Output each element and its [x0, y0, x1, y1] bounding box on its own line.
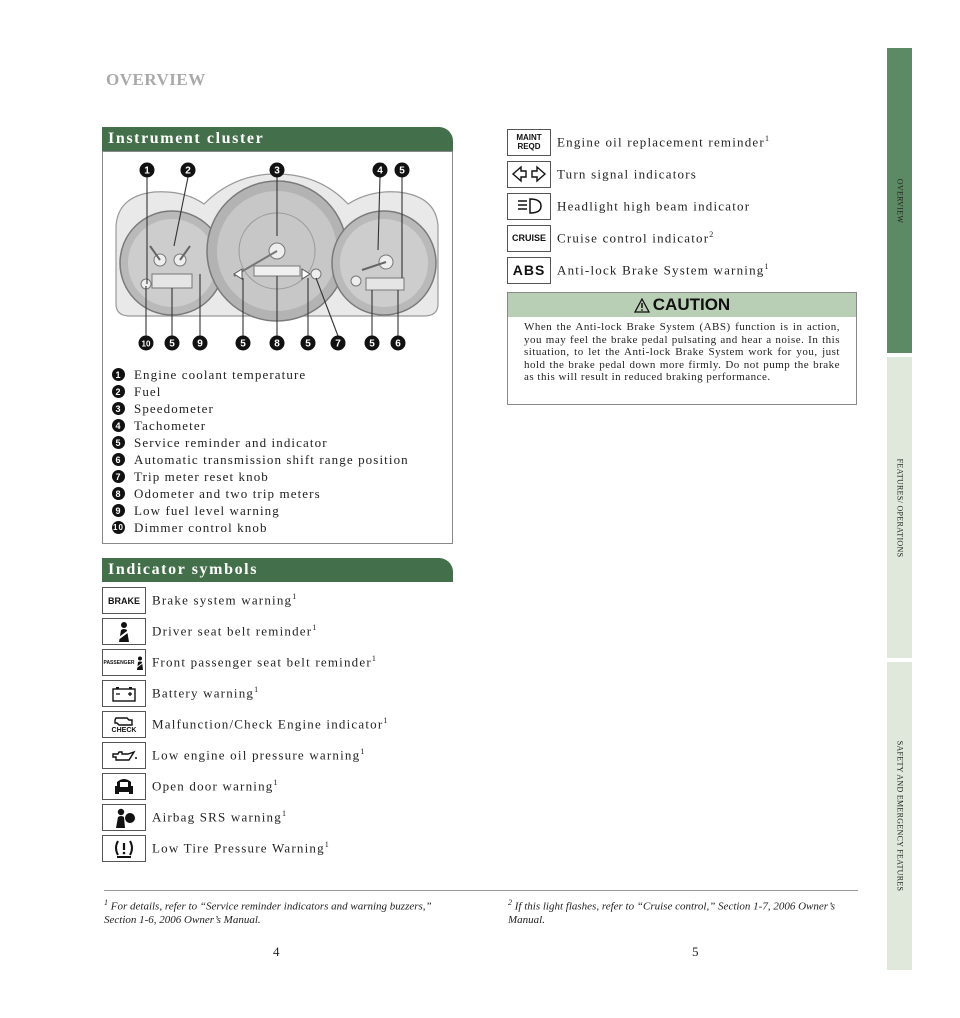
svg-text:5: 5: [169, 338, 175, 350]
right-symbols-list: [507, 126, 769, 286]
symbol-row: [507, 158, 769, 190]
right-gauge: [332, 211, 436, 315]
symbol-label: Anti-lock Brake System warning$^1$: [557, 261, 769, 278]
callout-bottom-5: [365, 336, 380, 351]
legend-number: 8: [112, 487, 125, 500]
svg-text:3: 3: [274, 165, 280, 177]
symbol-label: Driver seat belt reminder$^1$: [152, 623, 317, 639]
legend-number: 6: [112, 453, 125, 466]
caution-title: CAUTION: [652, 295, 731, 314]
high-beam-icon: [507, 193, 551, 220]
callout-top-5: [395, 163, 410, 178]
legend-item: [112, 434, 409, 451]
symbol-label: Open door warning$^1$: [152, 778, 278, 794]
svg-text:6: 6: [395, 338, 401, 350]
page-title: OVERVIEW: [106, 70, 206, 89]
instrument-cluster-heading: Instrument cluster: [102, 127, 453, 151]
tire-pressure-icon: [102, 835, 146, 862]
legend-label: Tachometer: [134, 417, 207, 433]
legend-label: Trip meter reset knob: [134, 468, 269, 484]
legend-item: [112, 417, 409, 434]
svg-text:10: 10: [141, 339, 151, 349]
symbol-row: [102, 833, 387, 864]
symbol-label: Battery warning$^1$: [152, 685, 259, 701]
symbol-row: [102, 616, 387, 647]
oil-can-icon: [102, 742, 146, 769]
legend-number: 4: [112, 419, 125, 432]
callout-top-1: [140, 163, 155, 178]
caution-text: When the Anti-lock Brake System (ABS) function is in action, you may feel the brake pedal pulsating and hear a noise. In this situation, to let the Anti-lock Brake System work for you, just hold the brake pedal down more firmly. Do not pump the brake as this will result in reduced braking performance.: [524, 321, 840, 383]
caution-box: [507, 292, 857, 405]
symbol-label: Malfunction/Check Engine indicator$^1$: [152, 716, 388, 732]
symbol-label: Headlight high beam indicator: [557, 198, 751, 214]
svg-text:2: 2: [185, 165, 191, 177]
svg-text:9: 9: [197, 338, 203, 350]
legend-number: 2: [112, 385, 125, 398]
tab-overview[interactable]: [887, 48, 912, 353]
legend-item: [112, 485, 409, 502]
symbol-row: [102, 771, 387, 802]
tab-safety-emergency-label: SAFETY AND EMERGENCY FEATURES: [895, 740, 904, 892]
legend-label: Odometer and two trip meters: [134, 485, 321, 501]
legend-item: [112, 383, 409, 400]
tab-overview-label: OVERVIEW: [895, 178, 904, 223]
abs-icon: ABS: [507, 257, 551, 284]
symbol-label: Front passenger seat belt reminder$^1$: [152, 654, 376, 670]
footnote-divider: [104, 890, 858, 891]
svg-text:5: 5: [240, 338, 246, 350]
indicator-symbols-heading: Indicator symbols: [102, 558, 453, 582]
turn-signal-icon: [507, 161, 551, 188]
svg-text:1: 1: [144, 165, 150, 177]
indicator-symbols-list: [102, 585, 387, 864]
legend-item: [112, 519, 409, 536]
legend-item: [112, 451, 409, 468]
symbol-row: [102, 740, 387, 771]
legend-number: 3: [112, 402, 125, 415]
symbol-label: Engine oil replacement reminder$^1$: [557, 133, 769, 150]
legend-item: [112, 468, 409, 485]
legend-item: [112, 366, 409, 383]
symbol-row: [507, 254, 769, 286]
legend-number: 9: [112, 504, 125, 517]
tab-features-operations[interactable]: [887, 357, 912, 658]
legend-number: 10: [112, 523, 125, 532]
legend-number: 7: [112, 470, 125, 483]
passenger-seat-belt-icon: PASSENGER: [102, 649, 146, 676]
callout-top-3: [270, 163, 285, 178]
symbol-label: Low engine oil pressure warning$^1$: [152, 747, 365, 763]
callout-bottom-8: [270, 336, 285, 351]
page-number-right: 5: [692, 944, 699, 959]
svg-text:7: 7: [335, 338, 341, 350]
warning-triangle-icon: [634, 298, 650, 313]
tab-features-operations-label: FEATURES/ OPERATIONS: [895, 458, 904, 557]
legend-label: Low fuel level warning: [134, 502, 280, 518]
legend-label: Engine coolant temperature: [134, 366, 307, 382]
symbol-row: [507, 126, 769, 158]
symbol-row: [102, 585, 387, 616]
legend-item: [112, 400, 409, 417]
symbol-row: [507, 222, 769, 254]
open-door-icon: [102, 773, 146, 800]
seat-belt-icon: [102, 618, 146, 645]
svg-text:5: 5: [305, 338, 311, 350]
callout-bottom-5: [165, 336, 180, 351]
legend-number: 1: [112, 368, 125, 381]
symbol-row: [102, 647, 387, 678]
footnote-2: $^2$ If this light flashes, refer to “Cruise control,” Section 1-7, 2006 Owner’s Manual.: [508, 898, 835, 926]
svg-text:8: 8: [274, 338, 280, 350]
svg-text:5: 5: [369, 338, 375, 350]
symbol-label: Airbag SRS warning$^1$: [152, 809, 286, 825]
symbol-row: [102, 802, 387, 833]
legend-number: 5: [112, 436, 125, 449]
legend-label: Fuel: [134, 383, 162, 399]
legend-item: [112, 502, 409, 519]
brake-icon: BRAKE: [102, 587, 146, 614]
callout-top-2: [181, 163, 196, 178]
callout-bottom-10: [139, 336, 154, 351]
symbol-row: [102, 709, 387, 740]
callout-bottom-6: [391, 336, 406, 351]
legend-label: Speedometer: [134, 400, 214, 416]
symbol-label: Turn signal indicators: [557, 166, 698, 182]
legend-label: Dimmer control knob: [134, 519, 268, 535]
tab-safety-emergency[interactable]: [887, 662, 912, 970]
symbol-row: [507, 190, 769, 222]
footnote-1: $^1$ For details, refer to “Service reminder indicators and warning buzzers,” Section 1-6, 2006 Owner’s Manual.: [104, 898, 432, 926]
symbol-label: Brake system warning$^1$: [152, 592, 297, 608]
check-engine-icon: CHECK: [102, 711, 146, 738]
airbag-icon: [102, 804, 146, 831]
symbol-label: Low Tire Pressure Warning$^1$: [152, 840, 329, 856]
instrument-cluster-illustration: [104, 156, 450, 356]
cruise-icon: CRUISE: [507, 225, 551, 252]
legend-label: Service reminder and indicator: [134, 434, 328, 450]
symbol-label: Cruise control indicator$^2$: [557, 229, 714, 246]
symbol-row: [102, 678, 387, 709]
maint-reqd-icon: MAINT REQD: [507, 129, 551, 156]
callout-top-4: [373, 163, 388, 178]
callout-bottom-5: [301, 336, 316, 351]
callout-bottom-5: [236, 336, 251, 351]
caution-header: [508, 293, 856, 317]
battery-icon: [102, 680, 146, 707]
legend-label: Automatic transmission shift range position: [134, 451, 409, 467]
svg-text:4: 4: [377, 165, 383, 177]
page-number-left: 4: [273, 944, 280, 959]
callout-bottom-9: [193, 336, 208, 351]
svg-text:5: 5: [399, 165, 405, 177]
cluster-legend: [112, 366, 409, 536]
callout-bottom-7: [331, 336, 346, 351]
